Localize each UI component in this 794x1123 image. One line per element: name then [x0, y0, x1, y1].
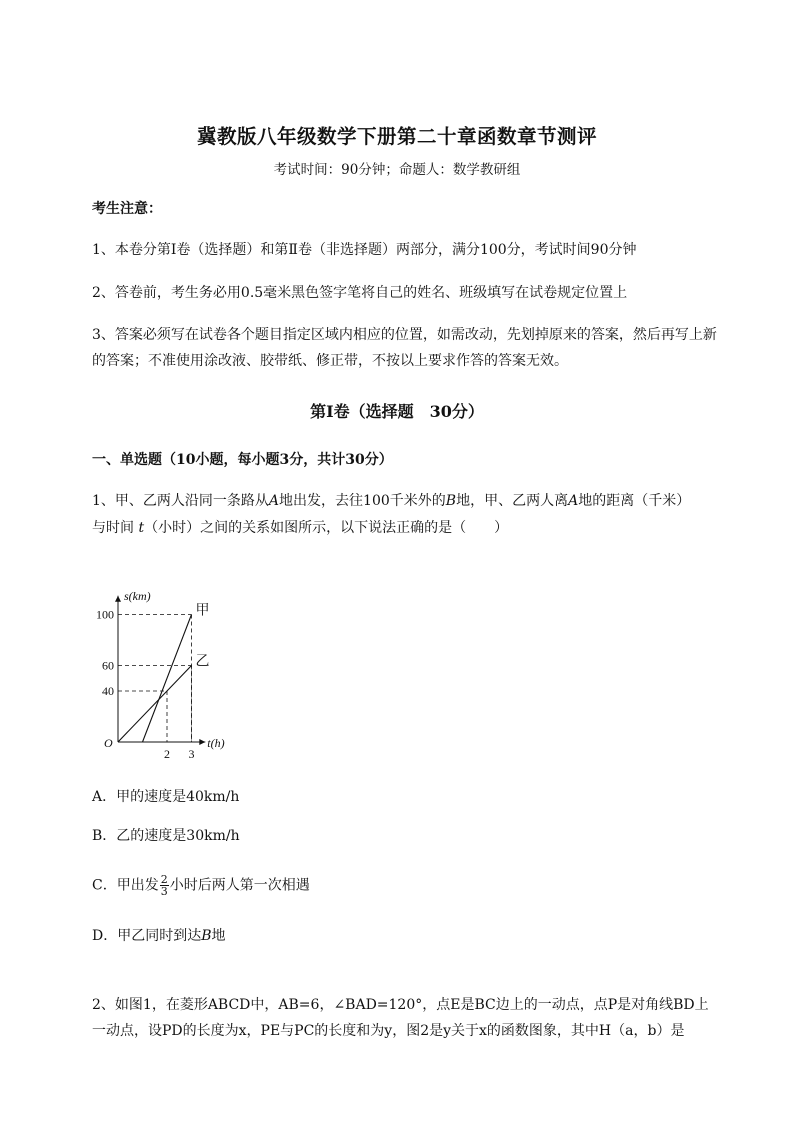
x-tick-label: 2	[164, 747, 170, 760]
section-title: 第Ⅰ卷（选择题 30分）	[310, 402, 484, 421]
series-label: 甲	[195, 603, 210, 619]
notice-item-3: 3、答案必须写在试卷各个题目指定区域内相应的位置，如需改动，先划掉原来的答案，然后再写上新	[92, 327, 717, 343]
question-1-line-2: 与时间 t（小时）之间的关系如图所示，以下说法正确的是（ ）	[92, 520, 509, 536]
y-tick-label: 40	[102, 684, 114, 698]
x-tick-label: 3	[188, 747, 195, 760]
origin-label: O	[104, 736, 113, 750]
distance-time-chart	[88, 560, 288, 760]
y-axis-arrow	[115, 596, 121, 602]
x-axis-arrow	[199, 739, 205, 745]
option-c[interactable]: C．甲出发 $\frac{2}{3}$ 小时后两人第一次相遇	[92, 873, 310, 898]
option-b[interactable]: B．乙的速度是30km/h	[92, 828, 240, 844]
question-2-line-1: 2、如图1，在菱形ABCD中，AB=6，∠BAD=120°，点E是BC边上的一动点，点P是对角线BD上	[92, 997, 709, 1013]
fraction-two-thirds: $\frac{2}{3}$	[160, 873, 168, 898]
exam-info: 考试时间：90分钟；命题人：数学教研组	[273, 162, 521, 178]
notice-item-3-cont: 的答案；不准使用涂改液、胶带纸、修正带，不按以上要求作答的答案无效。	[92, 353, 568, 369]
part-heading: 一、单选题（10小题，每小题3分，共计30分）	[92, 452, 393, 468]
notice-item-1: 1、本卷分第Ⅰ卷（选择题）和第Ⅱ卷（非选择题）两部分，满分100分，考试时间90分钟	[92, 242, 637, 258]
page-title: 冀教版八年级数学下册第二十章函数章节测评	[196, 125, 597, 148]
notice-item-2: 2、答卷前，考生务必用0.5毫米黑色签字笔将自己的姓名、班级填写在试卷规定位置上	[92, 285, 628, 301]
series-line	[118, 666, 192, 743]
notice-heading: 考生注意：	[92, 201, 162, 217]
option-a[interactable]: A．甲的速度是40km/h	[92, 789, 240, 805]
y-tick-label: 100	[96, 607, 114, 622]
y-axis-label: s(km)	[124, 588, 151, 603]
series-label: 乙	[195, 654, 210, 670]
y-tick-label: 60	[102, 658, 114, 673]
question-2-line-2: 一动点，设PD的长度为x，PE与PC的长度和为y，图2是y关于x的函数图象，其中H（a，b）是	[92, 1023, 685, 1039]
option-d[interactable]: D．甲乙同时到达B地	[92, 928, 226, 944]
question-1-line-1: 1、甲、乙两人沿同一条路从A地出发，去往100千米外的B地，甲、乙两人离A地的距离（千米）	[92, 493, 691, 509]
x-axis-label: t(h)	[207, 736, 225, 750]
